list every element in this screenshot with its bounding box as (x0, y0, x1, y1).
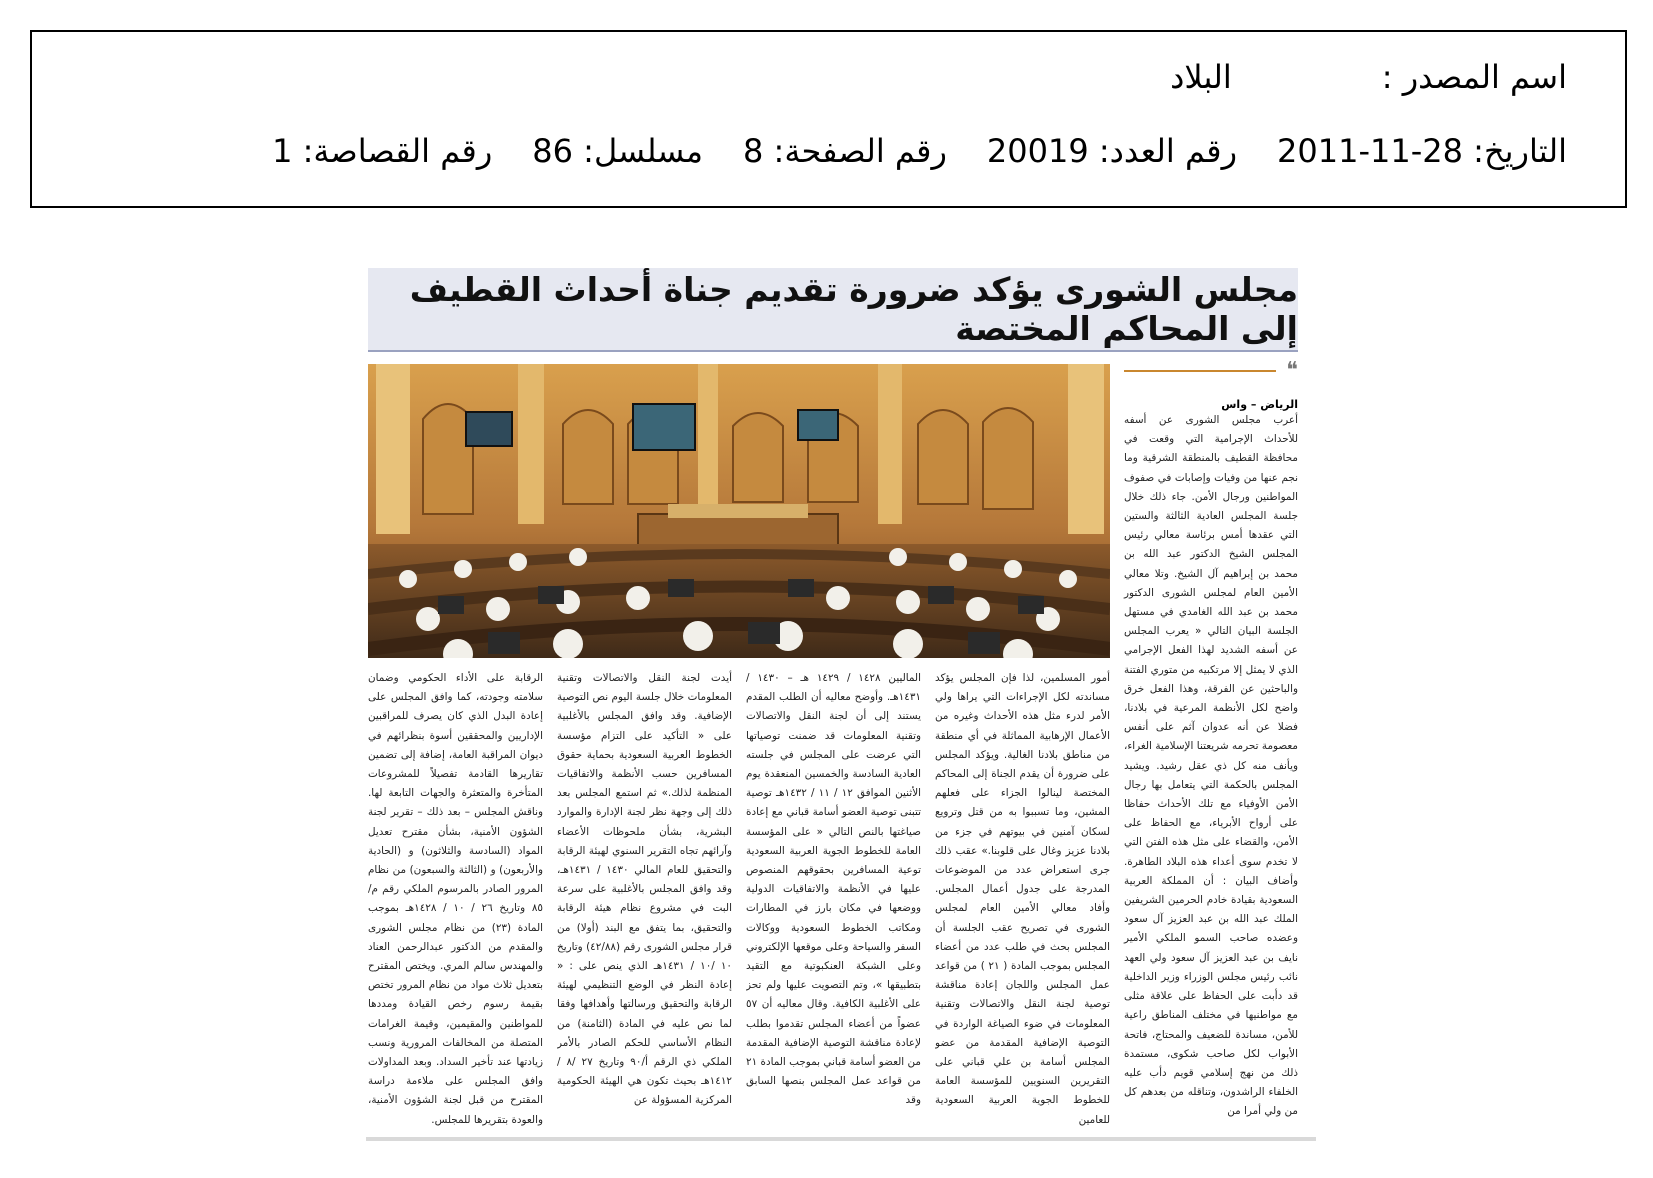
issue-number-field: رقم العدد: 20019 (986, 132, 1238, 170)
article-headline: مجلس الشورى يؤكد ضرورة تقديم جناة أحداث القطيف إلى المحاكم المختصة (409, 270, 1298, 348)
clipping-bottom-edge (366, 1137, 1316, 1141)
body-column-4 (368, 669, 543, 1137)
body-column-1 (935, 669, 1110, 1137)
clip-number-field: رقم القصاصة: 1 (272, 132, 493, 170)
body-text: أيدت لجنة النقل والاتصالات وتقنية المعلومات خلال جلسة اليوم نص التوصية الإضافية. وقد وافق المجلس بالأغلبية على « التأكيد على التزام مؤسسة الخطوط العربية السعودية بحماية حقوق المسافرين حسب الأنظمة والاتفاقيات المنظمة لذلك.» ثم استمع المجلس بعد ذلك إلى وجهة نظر لجنة الإدارة والموارد البشرية، بشأن ملحوظات الأعضاء وآرائهم تجاه التقرير السنوي لهيئة الرقابة والتحقيق للعام المالي ١٤٣٠ / ١٤٣١هـ، وقد وافق المجلس بالأغلبية على سرعة البت في مشروع نظام هيئة الرقابة والتحقيق، بما يتفق مع البند (أولا) من قرار مجلس الشورى رقم (٤٢/٨٨) وتاريخ ١٠ /١٠ / ١٤٣١هـ الذي ينص على : « إعادة النظر في الوضع التنظيمي لهيئة الرقابة والتحقيق ورسالتها وأهدافها وفقا لما نص عليه في المادة (الثامنة) من النظام الأساسي للحكم الصادر بالأمر الملكي ذي الرقم أ/٩٠ وتاريخ ٢٧ /٨ / ١٤١٢هـ بحيث تكون هي الهيئة الحكومية المركزية المسؤولة عن (557, 672, 732, 1107)
source-line (1170, 58, 1567, 96)
serial-field: مسلسل: 86 (532, 132, 703, 170)
accent-rule (1124, 370, 1276, 372)
source-label: اسم المصدر : (1381, 58, 1567, 96)
page-number-field: رقم الصفحة: 8 (743, 132, 947, 170)
body-text: الماليين ١٤٢٨ / ١٤٢٩ هـ – ١٤٣٠ / ١٤٣١هـ. وأوضح معاليه أن الطلب المقدم يستند إلى أن لجنة النقل والاتصالات وتقنية المعلومات قد ضمنت توصياتها التي عرضت على المجلس في جلسته العادية السادسة والخمسين المنعقدة يوم الأثنين الموافق ١٢ / ١١ / ١٤٣٢هـ توصية تتبنى توصية العضو أسامة قباني مع إعادة صياغتها بالنص التالي « على المؤسسة العامة للخطوط الجوية العربية السعودية توعية المسافرين بحقوقهم المنصوص عليها في الأنظمة والاتفاقيات الدولية ووضعها في مكان بارز في المطارات ومكاتب الخطوط السعودية ووكالات السفر والسياحة وعلى موقعها الإلكتروني وعلى الشبكة العنكبوتية مع التقيد بتطبيقها »، وتم التصويت عليها ولم تحز على الأغلبية الكافية. وقال معاليه أن ٥٧ عضواً من أعضاء المجلس تقدموا بطلب لإعادة مناقشة التوصية الإضافية المقدمة من العضو أسامة قباني بموجب المادة ٢١ من قواعد عمل المجلس بنصها السابق وقد (746, 672, 921, 1107)
clipping-metadata-box (30, 30, 1627, 208)
body-column-2 (746, 669, 921, 1137)
body-column-3 (557, 669, 732, 1137)
shura-council-chamber-photo (368, 364, 1110, 658)
lead-paragraph: أعرب مجلس الشورى عن أسفه للأحداث الإجرامية التي وقعت في محافظة القطيف بالمنطقة الشرقية وما نجم عنها من وفيات وإصابات في صفوف المواطنين ورجال الأمن. جاء ذلك خلال جلسة المجلس العادية الثالثة والستين التي عقدها أمس برئاسة معالي رئيس المجلس الشيخ الدكتور عبد الله بن محمد بن إبراهيم آل الشيخ. وتلا معالي الأمين العام لمجلس الشورى الدكتور محمد بن عبد الله الغامدي في مستهل الجلسة البيان التالي « يعرب المجلس عن أسفه الشديد لهذا الفعل الإجرامي الذي لا يمثل إلا مرتكبيه من متوري الفتنة والباحثين عن الفرقة، وهذا الفعل خرق واضح لكل الأنظمة المرعية في بلادنا، فضلا عن أنه عدوان آثم على أنفس معصومة تحرمه شريعتنا الإسلامية الغراء، ويأنف منه كل ذي عقل رشيد. ويشيد المجلس بالحكمة التي يتعامل بها رجال الأمن الأوفياء مع تلك الأحداث حفاظا على أرواح الأبرياء، مع الحفاظ على الأمن، والقضاء على مثل هذه الفتن التي لا تخدم سوى أعداء هذه البلاد الطاهرة. وأضاف البيان : أن المملكة العربية السعودية بقيادة خادم الحرمين الشريفين الملك عبد الله بن عبد العزيز آل سعود وعضده صاحب السمو الملكي الأمير نايف بن عبد العزيز آل سعود ولي العهد نائب رئيس مجلس الوزراء وزير الداخلية قد دأبت على الحفاظ على علاقة مثلى مع مواطنيها في مختلف المناطق راعية للأمن، مساندة للضعيف والمحتاج، فاتحة الأبواب لكل صاحب شكوى، مستمدة ذلك من نهج إسلامي قويم دأب عليه الخلفاء الراشدون، وتناقله من بعدهم كل من ولي أمرا من (1124, 414, 1298, 1118)
date-field: التاريخ: 28-11-2011 (1277, 132, 1567, 170)
issue-details-line (272, 132, 1567, 170)
article-body-columns (368, 669, 1110, 1137)
dateline: الرياض – واس (1221, 398, 1298, 411)
quote-mark-icon: ❝ (1286, 358, 1298, 383)
newspaper-clipping (366, 236, 1316, 1141)
body-text: أمور المسلمين، لذا فإن المجلس يؤكد مساندته لكل الإجراءات التي يراها ولي الأمر لدرء مثل هذه الأحداث وغيره من الأعمال الإرهابية المماثلة في أي منطقة من مناطق بلادنا الغالية. ويؤكد المجلس على ضرورة أن يقدم الجناة إلى المحاكم المختصة لينالوا الجزاء على فعلهم المشين، وما تسببوا به من قتل وترويع لسكان آمنين في بيوتهم في جزء من بلادنا عزيز وغال على قلوبنا.» عقب ذلك جرى استعراض عدد من الموضوعات المدرجة على جدول أعمال المجلس. وأفاد معالي الأمين العام لمجلس الشورى في تصريح عقب الجلسة أن المجلس بحث في طلب عدد من أعضاء المجلس بموجب المادة ( ٢١ ) من قواعد عمل المجلس واللجان إعادة مناقشة توصية لجنة النقل والاتصالات وتقنية المعلومات في ضوء الصياغة الواردة في التوصية الإضافية المقدمة من عضو المجلس أسامة بن علي قباني على التقريرين السنويين للمؤسسة العامة للخطوط الجوية العربية السعودية للعامين (935, 672, 1110, 1126)
source-value: البلاد (1170, 58, 1232, 96)
lead-column (1124, 358, 1298, 1136)
headline-bar (368, 268, 1298, 352)
body-text: الرقابة على الأداء الحكومي وضمان سلامته وجودته، كما وافق المجلس على إعادة البدل الذي كان يصرف للمراقبين الإداريين والمحققين أسوة بنظرائهم في ديوان المراقبة العامة، إضافة إلى تضمين تقاريرها القادمة تفصيلاً للمشروعات المتأخرة والمتعثرة والجهات التابعة لها. وناقش المجلس – بعد ذلك – تقرير لجنة الشؤون الأمنية، بشأن مقترح تعديل المواد (السادسة والثلاثون) و (الحادية والأربعون) و (الثالثة والسبعون) من نظام المرور الصادر بالمرسوم الملكي رقم م/٨٥ وتاريخ ٢٦ / ١٠ / ١٤٢٨هـ بموجب المادة (٢٣) من نظام مجلس الشورى والمقدم من الدكتور عبدالرحمن العناد والمهندس سالم المري. ويختص المقترح بتعديل ثلاث مواد من نظام المرور تختص بقيمة رسوم رخص القيادة ومددها للمواطنين والمقيمين، وقيمة الغرامات المتصلة من المخالفات المرورية ونسب زيادتها عند تأخير السداد. وبعد المداولات وافق المجلس على ملاءمة دراسة المقترح من قبل لجنة الشؤون الأمنية، والعودة بتقريرها للمجلس. (368, 672, 543, 1126)
